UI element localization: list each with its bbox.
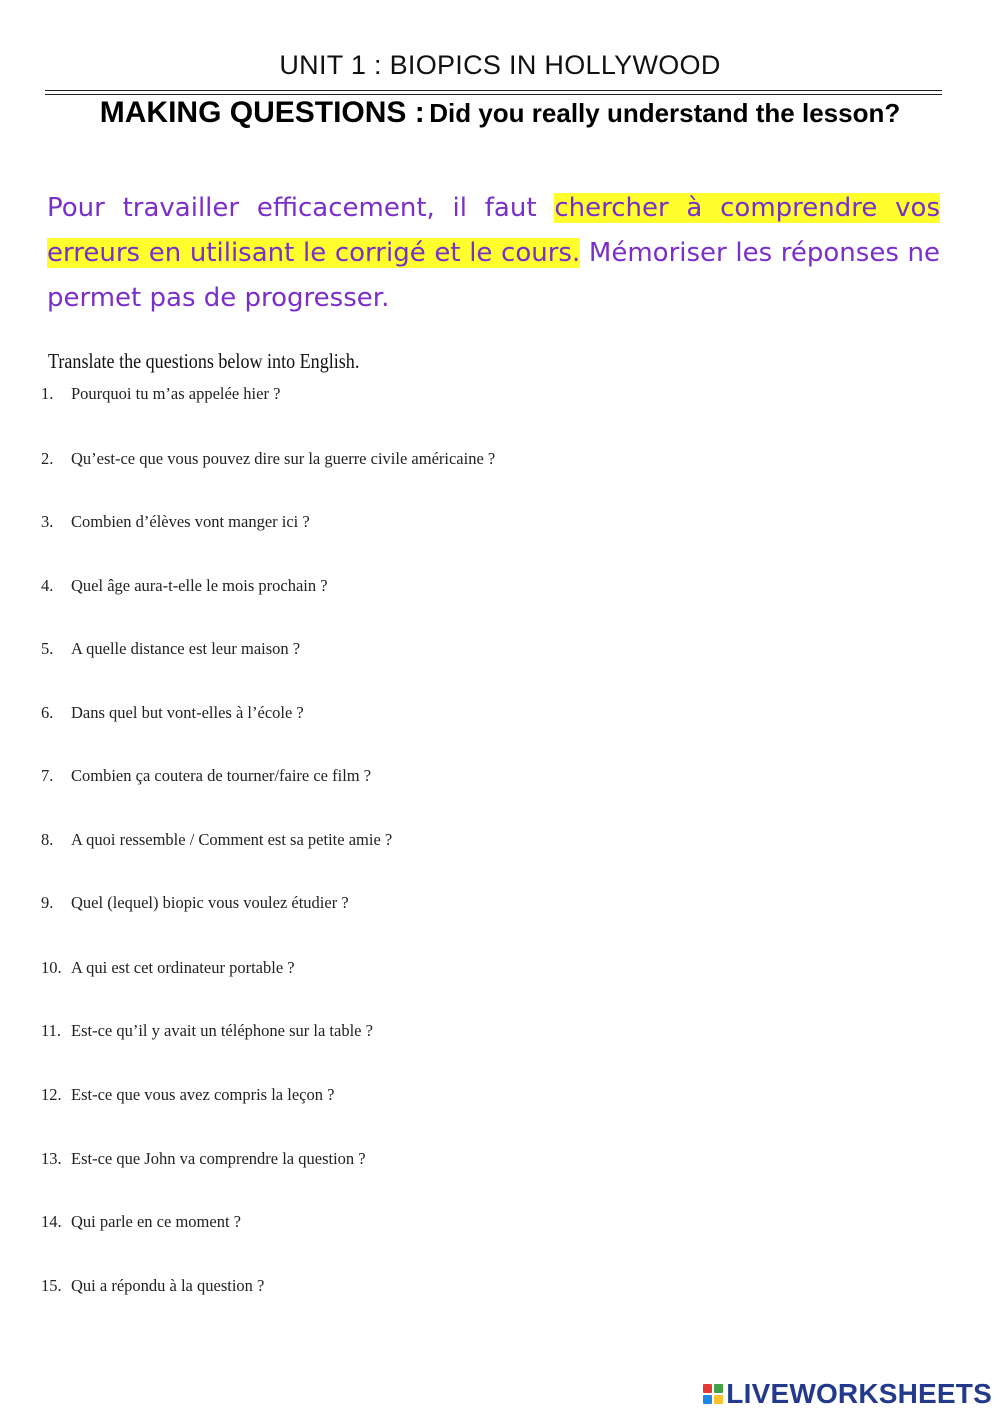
question-text: Quel âge aura-t-elle le mois prochain ? (71, 576, 328, 595)
question-number: 6. (41, 703, 54, 722)
question-number: 10. (41, 958, 62, 977)
question-text: A quoi ressemble / Comment est sa petite amie ? (71, 830, 393, 849)
question-text: Qu’est-ce que vous pouvez dire sur la guerre civile américaine ? (71, 449, 496, 468)
heading-main: MAKING QUESTIONS : (99, 96, 425, 129)
question-number: 15. (41, 1276, 62, 1295)
liveworksheets-logo[interactable] (703, 1379, 992, 1409)
question-text: Qui a répondu à la question ? (71, 1276, 265, 1295)
question-item (41, 703, 304, 723)
question-item (41, 1085, 334, 1105)
logo-square (703, 1395, 712, 1404)
title-rule-bottom (45, 94, 942, 95)
question-item (41, 639, 300, 659)
question-item (41, 893, 349, 913)
logo-square (703, 1384, 712, 1393)
question-item (41, 512, 310, 532)
logo-square (714, 1395, 723, 1404)
advice-highlight: chercher à comprendre vos erreurs en utilisant le corrigé et le cours. (47, 193, 940, 268)
question-number: 9. (41, 893, 54, 912)
title-rule-top (45, 90, 942, 91)
question-item (41, 449, 495, 469)
question-number: 8. (41, 830, 54, 849)
question-item (41, 384, 280, 404)
question-text: Combien d’élèves vont manger ici ? (71, 512, 310, 531)
question-item (41, 1021, 373, 1041)
advice-text-start: Pour travailler efficacement, il faut (47, 193, 537, 223)
advice-paragraph (47, 186, 940, 321)
question-text: Est-ce qu’il y avait un téléphone sur la table ? (71, 1021, 373, 1040)
question-number: 4. (41, 576, 54, 595)
question-item (41, 1276, 264, 1296)
question-number: 11. (41, 1021, 62, 1040)
heading-sub: Did you really understand the lesson? (429, 98, 901, 128)
question-item (41, 766, 371, 786)
question-number: 5. (41, 639, 54, 658)
question-text: Est-ce que John va comprendre la question ? (71, 1149, 366, 1168)
page-heading (0, 96, 1000, 130)
unit-title: UNIT 1 : BIOPICS IN HOLLYWOOD (279, 50, 721, 80)
question-number: 7. (41, 766, 54, 785)
question-text: Pourquoi tu m’as appelée hier ? (71, 384, 281, 403)
question-text: A qui est cet ordinateur portable ? (71, 958, 295, 977)
question-item (41, 1149, 366, 1169)
question-number: 1. (41, 384, 54, 403)
instruction: Translate the questions below into English. (48, 349, 360, 373)
question-item (41, 958, 295, 978)
question-text: Dans quel but vont-elles à l’école ? (71, 703, 304, 722)
question-item (41, 830, 392, 850)
question-item (41, 1212, 241, 1232)
question-text: Est-ce que vous avez compris la leçon ? (71, 1085, 335, 1104)
question-text: A quelle distance est leur maison ? (71, 639, 301, 658)
logo-square (714, 1384, 723, 1393)
advice-text-end: Mémoriser les réponses ne permet pas de progresser. (47, 238, 940, 313)
liveworksheets-logo-icon (703, 1384, 723, 1404)
question-item (41, 576, 328, 596)
logo-text: LIVEWORKSHEETS (726, 1378, 992, 1409)
question-number: 14. (41, 1212, 62, 1231)
question-text: Quel (lequel) biopic vous voulez étudier ? (71, 893, 349, 912)
question-number: 12. (41, 1085, 62, 1104)
question-number: 2. (41, 449, 54, 468)
question-number: 13. (41, 1149, 62, 1168)
question-text: Combien ça coutera de tourner/faire ce film ? (71, 766, 372, 785)
question-text: Qui parle en ce moment ? (71, 1212, 241, 1231)
question-number: 3. (41, 512, 54, 531)
